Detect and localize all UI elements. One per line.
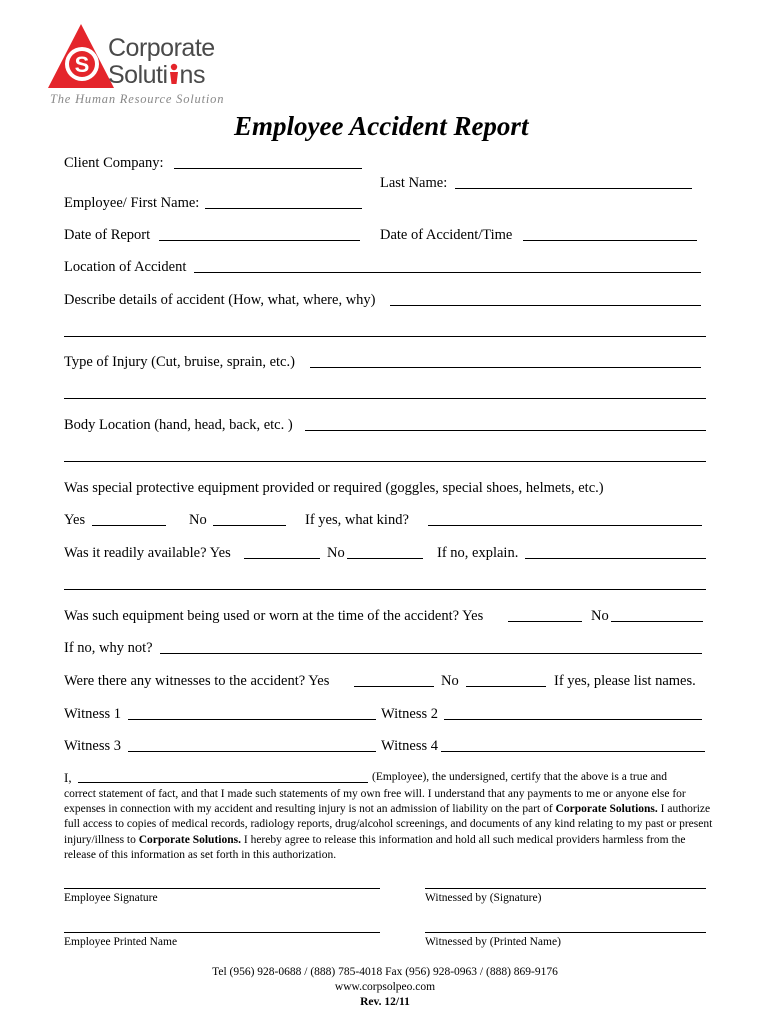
body-location-field-line2[interactable]	[64, 461, 706, 462]
statement-text-1: correct statement of fact, and that I made such statements of my own free will. I understand that any payments to me or anyone else for expenses in connection with my accident and resulting injury is not an admission of liability on the part of	[64, 788, 686, 816]
witnessed-signature-label: Witnessed by (Signature)	[425, 892, 542, 904]
witnesses-yes-field[interactable]	[354, 686, 434, 687]
logo-solutions-part1: Soluti	[108, 61, 168, 89]
witnesses-question: Were there any witnesses to the accident? Yes	[64, 673, 330, 689]
statement-paragraph	[64, 787, 714, 863]
witness3-label: Witness 3	[64, 738, 122, 754]
date-of-report-label: Date of Report	[64, 227, 151, 243]
injury-type-field[interactable]	[310, 367, 701, 368]
protective-yes-field[interactable]	[92, 525, 166, 526]
if-yes-kind-field[interactable]	[428, 525, 702, 526]
available-question: Was it readily available? Yes	[64, 545, 231, 561]
witness2-label: Witness 2	[381, 706, 439, 722]
first-name-field[interactable]	[205, 208, 362, 209]
logo-triangle-icon	[46, 22, 116, 92]
body-location-field[interactable]	[305, 430, 706, 431]
statement-bold-2: Corporate Solutions.	[138, 833, 241, 846]
describe-field[interactable]	[390, 305, 701, 306]
employee-printed-line[interactable]	[64, 932, 380, 933]
protective-no-label: No	[189, 512, 207, 528]
why-not-field[interactable]	[160, 653, 702, 654]
available-no-field[interactable]	[347, 558, 423, 559]
logo-line-corporate: Corporate	[108, 34, 215, 62]
location-label: Location of Accident	[64, 259, 187, 275]
witness4-label: Witness 4	[381, 738, 439, 754]
witnessed-printed-line[interactable]	[425, 932, 706, 933]
witness1-field[interactable]	[128, 719, 376, 720]
used-question: Was such equipment being used or worn at the time of the accident? Yes	[64, 608, 484, 624]
date-of-report-field[interactable]	[159, 240, 360, 241]
if-no-explain-label: If no, explain.	[437, 545, 519, 561]
statement-text-3: I hereby agree to release this information and hold all such medical providers harmless from the release of this information as set forth in this authorization.	[64, 833, 686, 861]
why-not-label: If no, why not?	[64, 640, 153, 656]
available-no-label: No	[327, 545, 345, 561]
witness1-label: Witness 1	[64, 706, 122, 722]
page-title: Employee Accident Report	[234, 111, 529, 141]
if-yes-names-label: If yes, please list names.	[554, 673, 696, 689]
witness4-field[interactable]	[441, 751, 705, 752]
client-company-field[interactable]	[174, 168, 362, 169]
logo-tagline: The Human Resource Solution	[50, 92, 225, 106]
witnessed-printed-label: Witnessed by (Printed Name)	[425, 936, 561, 948]
witness2-field[interactable]	[444, 719, 702, 720]
witnesses-no-label: No	[441, 673, 459, 689]
if-no-explain-field[interactable]	[525, 558, 706, 559]
available-yes-field[interactable]	[244, 558, 320, 559]
footer	[0, 965, 770, 1010]
witness3-field[interactable]	[128, 751, 376, 752]
protective-question: Was special protective equipment provided or required (goggles, special shoes, helmets, etc.)	[64, 480, 604, 496]
client-company-label: Client Company:	[64, 155, 164, 171]
body-location-label: Body Location (hand, head, back, etc. )	[64, 417, 293, 433]
employee-name-field[interactable]	[78, 782, 368, 783]
protective-no-field[interactable]	[213, 525, 286, 526]
statement-text-2: I authorize full access to copies of medical records, radiology reports, drug/alcohol screenings, and documents of any kind relating to my past or present injury/illness to	[64, 803, 713, 846]
statement-employee-tag: (Employee), the undersigned, certify that the above is a true and	[372, 771, 668, 783]
injury-type-field-line2[interactable]	[64, 398, 706, 399]
employee-signature-line[interactable]	[64, 888, 380, 889]
describe-label: Describe details of accident (How, what, where, why)	[64, 292, 376, 308]
company-logo	[46, 22, 246, 108]
statement-bold-1: Corporate Solutions.	[555, 803, 658, 816]
logo-line-solutions	[108, 63, 205, 88]
footer-website: www.corpsolpeo.com	[334, 981, 436, 993]
employee-signature-label: Employee Signature	[64, 892, 158, 904]
last-name-field[interactable]	[455, 188, 692, 189]
first-name-label: Employee/ First Name:	[64, 195, 200, 211]
protective-yes-label: Yes	[64, 512, 86, 528]
if-yes-kind-label: If yes, what kind?	[305, 512, 409, 528]
used-no-field[interactable]	[611, 621, 703, 622]
injury-type-label: Type of Injury (Cut, bruise, sprain, etc.)	[64, 354, 295, 370]
if-no-explain-field-line2[interactable]	[64, 589, 706, 590]
witnessed-signature-line[interactable]	[425, 888, 706, 889]
footer-rev: Rev. 12/11	[360, 996, 410, 1008]
witnesses-no-field[interactable]	[466, 686, 546, 687]
date-of-accident-label: Date of Accident/Time	[380, 227, 513, 243]
used-yes-field[interactable]	[508, 621, 582, 622]
logo-person-icon	[168, 63, 180, 85]
svg-text:S: S	[74, 52, 90, 77]
last-name-label: Last Name:	[380, 175, 448, 191]
logo-solutions-part2: ns	[179, 61, 205, 89]
used-no-label: No	[591, 608, 609, 624]
footer-contact: Tel (956) 928-0688 / (888) 785-4018 Fax (956) 928-0963 / (888) 869-9176	[212, 966, 558, 978]
statement-i-label: I,	[64, 770, 72, 785]
describe-field-line2[interactable]	[64, 336, 706, 337]
date-of-accident-field[interactable]	[523, 240, 697, 241]
location-field[interactable]	[194, 272, 701, 273]
employee-printed-label: Employee Printed Name	[64, 936, 178, 948]
